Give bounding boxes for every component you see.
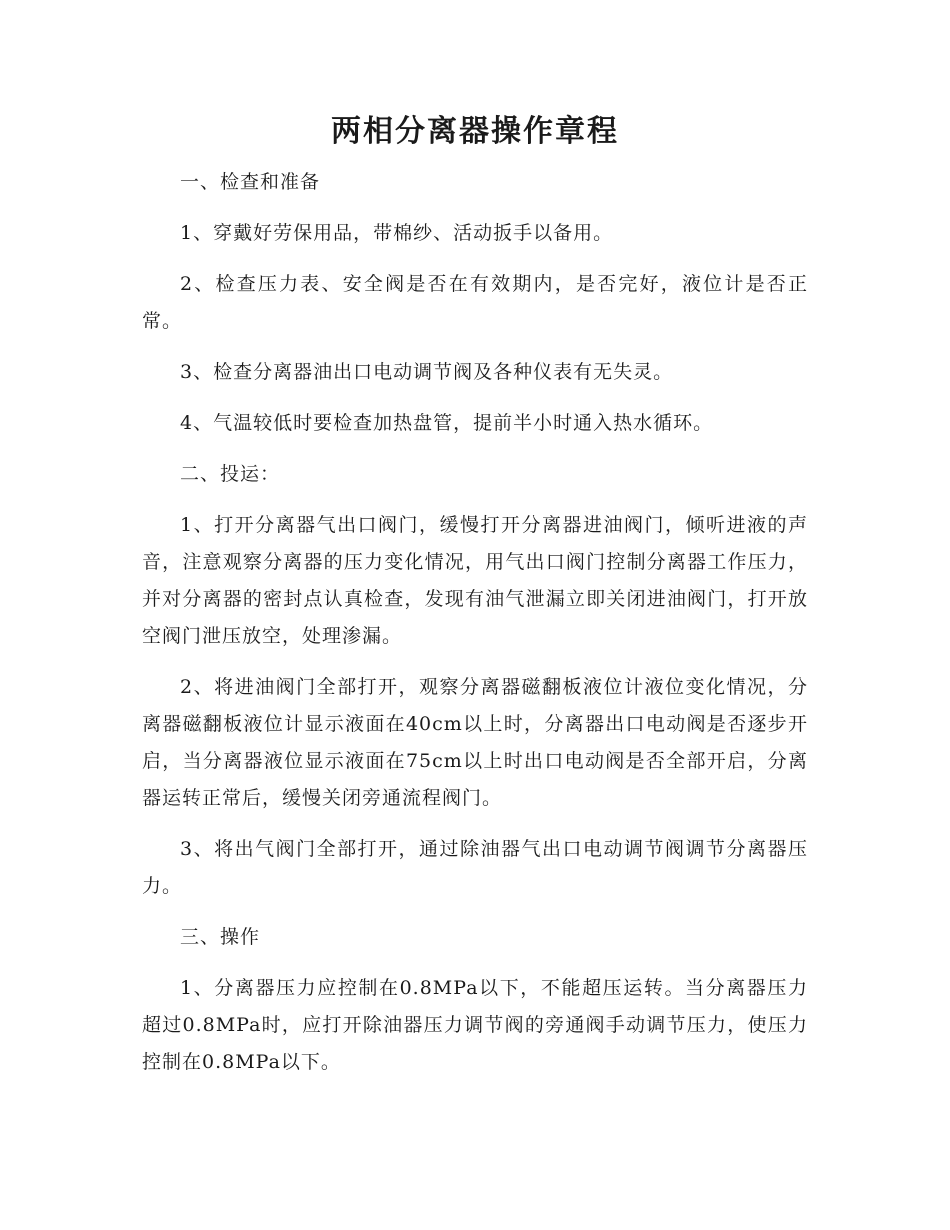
paragraph-inspection-4: 4、气温较低时要检查加热盘管，提前半小时通入热水循环。	[180, 412, 714, 434]
paragraph-inspection-1: 1、穿戴好劳保用品，带棉纱、活动扳手以备用。	[180, 222, 614, 244]
section-heading-inspection: 一、检查和准备	[180, 171, 321, 193]
paragraph-operation-1: 1、分离器压力应控制在0.8MPa以下，不能超压运转。当分离器压力超过0.8MPa时，应打开除油器压力调节阀的旁通阀手动调节压力，使压力控制在0.8MPa以下。	[142, 977, 808, 1073]
paragraph-commissioning-2: 2、将进油阀门全部打开，观察分离器磁翻板液位计液位变化情况，分离器磁翻板液位计显示液面在40cm以上时，分离器出口电动阀是否逐步开启，当分离器液位显示液面在75cm以上时出口电动阀是否全部开启，分离器运转正常后，缓慢关闭旁通流程阀门。	[142, 676, 808, 809]
section-heading-commissioning: 二、投运：	[180, 463, 281, 485]
section-heading-operation: 三、操作	[180, 926, 261, 948]
paragraph-commissioning-3: 3、将出气阀门全部打开，通过除油器气出口电动调节阀调节分离器压力。	[142, 838, 808, 897]
paragraph-commissioning-1: 1、打开分离器气出口阀门，缓慢打开分离器进油阀门，倾听进液的声音，注意观察分离器的压力变化情况，用气出口阀门控制分离器工作压力，并对分离器的密封点认真检查，发现有油气泄漏立即关闭进油阀门，打开放空阀门泄压放空，处理渗漏。	[142, 514, 808, 647]
document-body	[142, 164, 808, 1095]
paragraph-inspection-3: 3、检查分离器油出口电动调节阀及各种仪表有无失灵。	[180, 361, 674, 383]
document-title: 两相分离器操作章程	[331, 114, 619, 149]
paragraph-inspection-2: 2、检查压力表、安全阀是否在有效期内，是否完好，液位计是否正常。	[142, 273, 808, 332]
